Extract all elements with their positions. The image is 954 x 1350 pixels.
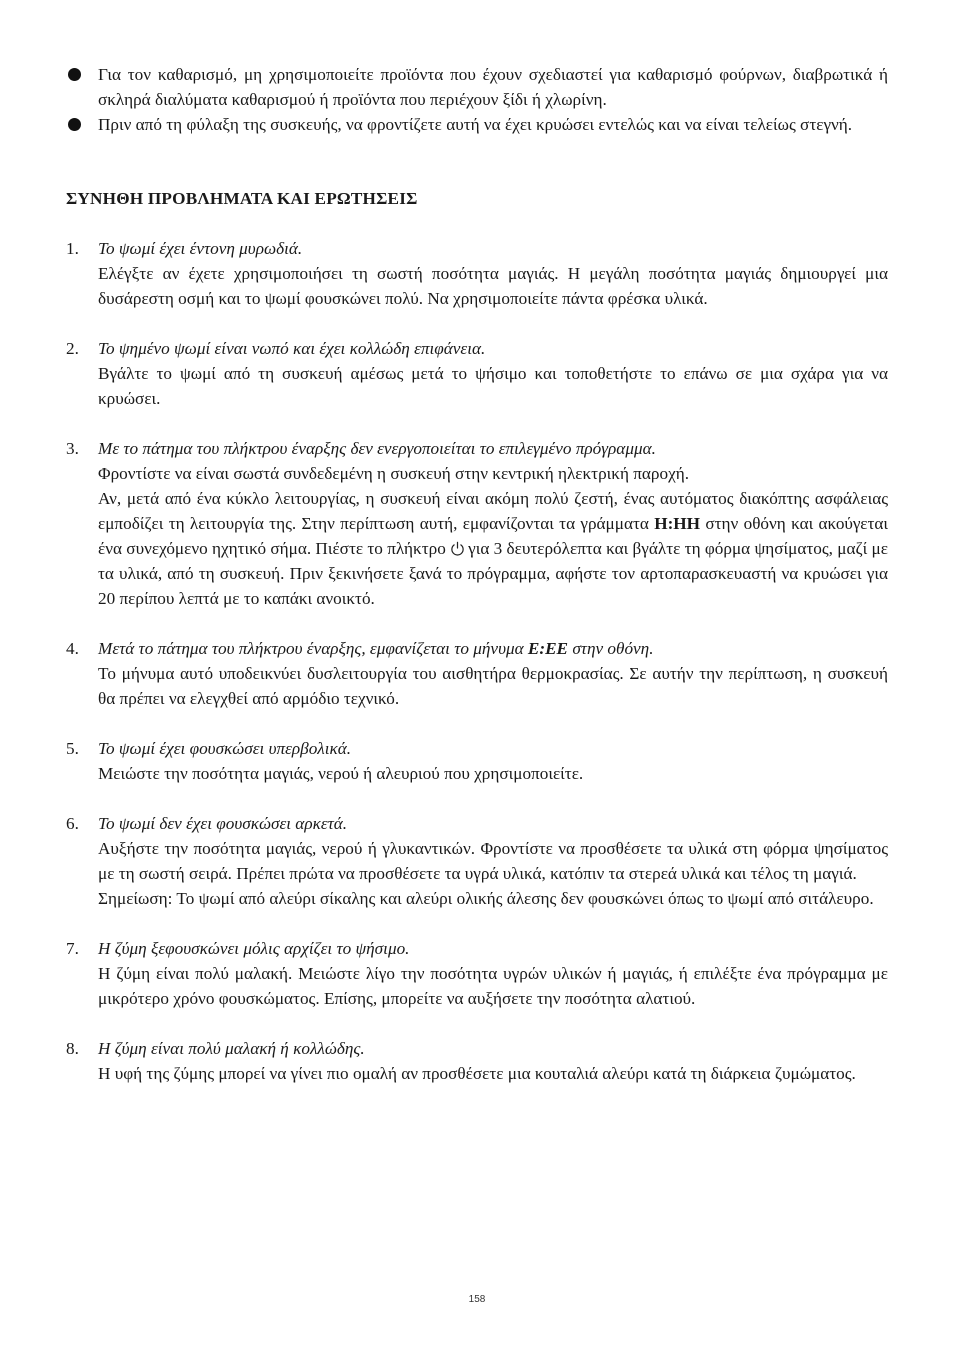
bullet-dot-icon	[68, 118, 81, 131]
faq-item	[66, 811, 888, 911]
item-number: 6.	[66, 814, 79, 833]
item-answer: Μειώστε την ποσότητα μαγιάς, νερού ή αλευριού που χρησιμοποιείτε.	[98, 764, 584, 783]
bullet-text: Για τον καθαρισμό, μη χρησιμοποιείτε προϊόντα που έχουν σχεδιαστεί για καθαρισμό φούρνων, διαβρωτικά ή σκληρά διαλύματα καθαρισμού ή προϊόντα που περιέχουν ξίδι ή χλωρίνη.	[98, 65, 888, 109]
faq-item	[66, 1036, 888, 1086]
answer-text: στην οθόνη και ακούγεται ένα συνεχόμενο ηχητικό σήμα. Πιέστε το πλήκτρο	[98, 514, 888, 558]
faq-item	[66, 936, 888, 1011]
item-answer: Βγάλτε το ψωμί από τη συσκευή αμέσως μετά το ψήσιμο και τοποθετήστε το επάνω σε μια σχάρα για να κρυώσει.	[98, 364, 888, 408]
item-number: 1.	[66, 239, 79, 258]
bullet-item	[66, 62, 888, 112]
faq-item	[66, 636, 888, 711]
item-number: 5.	[66, 739, 79, 758]
item-answer: Αυξήστε την ποσότητα μαγιάς, νερού ή γλυκαντικών. Φροντίστε να προσθέσετε τα υλικά στη φόρμα ψησίματος με τη σωστή σειρά. Πρέπει πρώτα να προσθέσετε τα υγρά υλικά, κατόπιν τα στερεά υλικά και τέλος τη μαγιά.	[98, 839, 888, 883]
display-code: H:HH	[654, 514, 701, 533]
item-question: Το ψωμί έχει φουσκώσει υπερβολικά.	[98, 739, 352, 758]
item-answer: Το μήνυμα αυτό υποδεικνύει δυσλειτουργία του αισθητήρα θερμοκρασίας. Σε αυτήν την περίπτωση, η συσκευή θα πρέπει να ελεγχθεί από αρμόδιο τεχνικό.	[98, 664, 888, 708]
item-number: 3.	[66, 439, 79, 458]
faq-list	[66, 236, 888, 1086]
faq-item	[66, 236, 888, 311]
faq-item	[66, 336, 888, 411]
power-icon	[450, 538, 465, 553]
answer-text: Αν, μετά από ένα κύκλο λειτουργίας, η συσκευή είναι ακόμη πολύ ζεστή, ένας αυτόματος διακόπτης ασφάλειας εμποδίζει τη λειτουργία της. Στην περίπτωση αυτή, εμφανίζονται τα γράμματα	[98, 489, 888, 533]
item-question: Το ψωμί δεν έχει φουσκώσει αρκετά.	[98, 814, 348, 833]
faq-item	[66, 436, 888, 611]
item-question: Η ζύμη είναι πολύ μαλακή ή κολλώδης.	[98, 1039, 365, 1058]
item-question: Η ζύμη ξεφουσκώνει μόλις αρχίζει το ψήσιμο.	[98, 939, 410, 958]
item-number: 7.	[66, 939, 79, 958]
bullet-text: Πριν από τη φύλαξη της συσκευής, να φροντίζετε αυτή να έχει κρυώσει εντελώς και να είναι τελείως στεγνή.	[98, 115, 853, 134]
item-question: Με το πάτημα του πλήκτρου έναρξης δεν ενεργοποιείται το επιλεγμένο πρόγραμμα.	[98, 439, 656, 458]
item-answer: Φροντίστε να είναι σωστά συνδεδεμένη η συσκευή στην κεντρική ηλεκτρική παροχή.	[98, 464, 690, 483]
section-title: ΣΥΝΗΘΗ ΠΡΟΒΛΗΜΑΤΑ ΚΑΙ ΕΡΩΤΗΣΕΙΣ	[66, 189, 418, 208]
item-question: Το ψωμί έχει έντονη μυρωδιά.	[98, 239, 303, 258]
question-text: στην οθόνη.	[568, 639, 654, 658]
bullet-dot-icon	[68, 68, 81, 81]
page-number: 158	[468, 1294, 486, 1305]
display-code: E:EE	[527, 639, 569, 658]
item-answer: Ελέγξτε αν έχετε χρησιμοποιήσει τη σωστή ποσότητα μαγιάς. Η μεγάλη ποσότητα μαγιάς δημιουργεί μια δυσάρεστη οσμή και το ψωμί φουσκώνει πολύ. Να χρησιμοποιείτε πάντα φρέσκα υλικά.	[98, 264, 888, 308]
item-answer-detail	[98, 486, 888, 611]
item-note: Σημείωση: Το ψωμί από αλεύρι σίκαλης και αλεύρι ολικής άλεσης δεν φουσκώνει όπως το ψωμί από σιτάλευρο.	[98, 889, 874, 908]
bullet-list	[66, 62, 888, 137]
faq-item	[66, 736, 888, 786]
item-number: 8.	[66, 1039, 79, 1058]
answer-text: για 3 δευτερόλεπτα και βγάλτε τη φόρμα ψησίματος, μαζί με τα υλικά, από τη συσκευή. Πριν ξεκινήσετε ξανά το πρόγραμμα, αφήστε τον αρτοπαρασκευαστή να κρυώσει για 20 περίπου λεπτά με το καπάκι ανοικτό.	[98, 539, 888, 608]
document-page	[66, 62, 888, 1111]
item-number: 2.	[66, 339, 79, 358]
item-question	[98, 636, 888, 661]
item-question: Το ψημένο ψωμί είναι νωπό και έχει κολλώδη επιφάνεια.	[98, 339, 486, 358]
item-number: 4.	[66, 639, 79, 658]
question-text: Μετά το πάτημα του πλήκτρου έναρξης, εμφανίζεται το μήνυμα	[98, 639, 528, 658]
bullet-item	[66, 112, 888, 137]
item-answer: Η υφή της ζύμης μπορεί να γίνει πιο ομαλή αν προσθέσετε μια κουταλιά αλεύρι κατά τη διάρκεια ζυμώματος.	[98, 1064, 856, 1083]
item-answer: Η ζύμη είναι πολύ μαλακή. Μειώστε λίγο την ποσότητα υγρών υλικών ή μαγιάς, ή επιλέξτε ένα πρόγραμμα με μικρότερο χρόνο φουσκώματος. Επίσης, μπορείτε να αυξήσετε την ποσότητα αλατιού.	[98, 964, 888, 1008]
